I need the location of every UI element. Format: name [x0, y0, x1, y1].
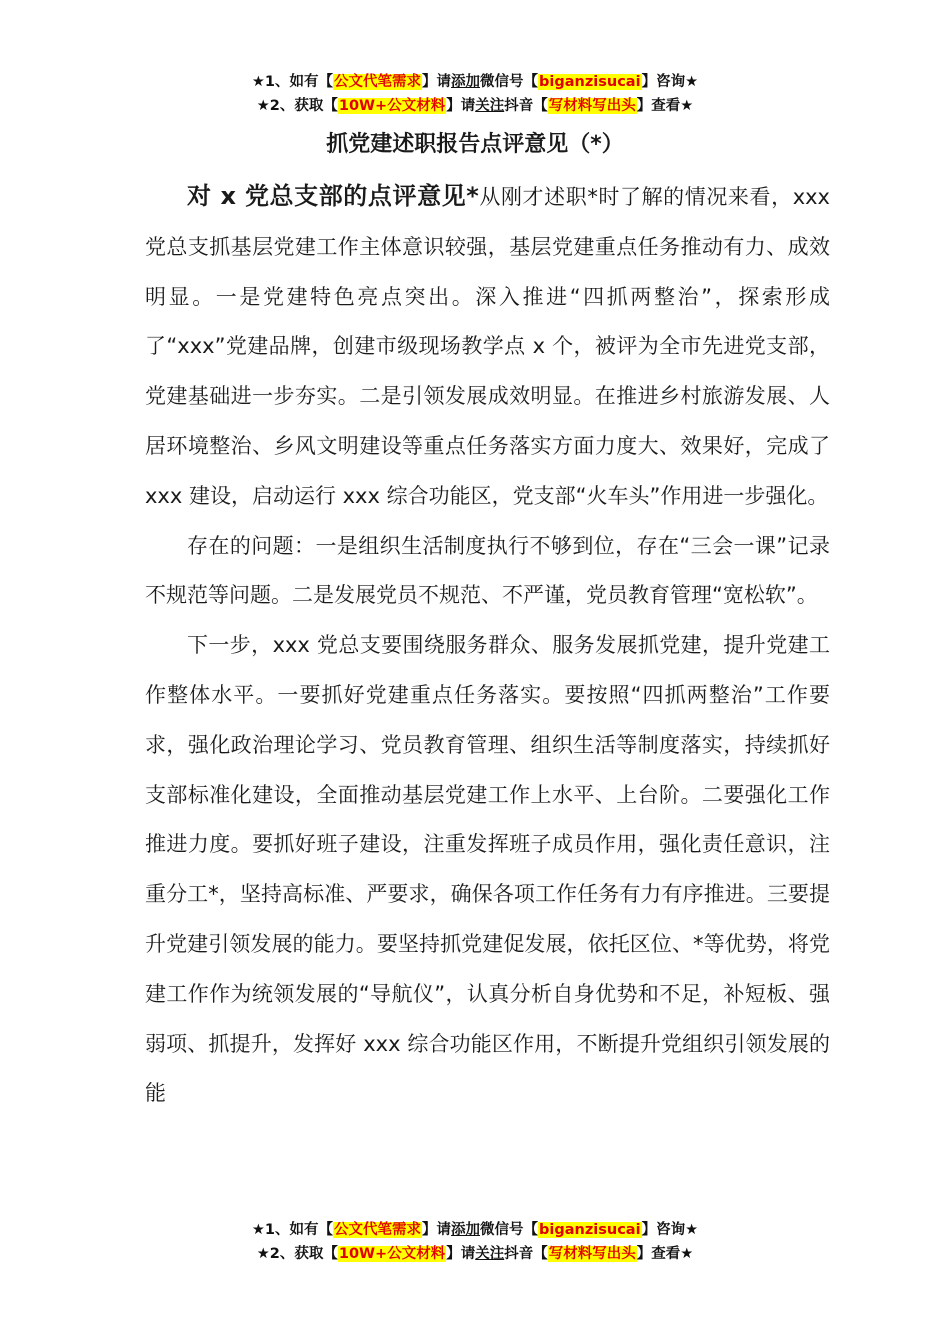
highlight-wechat-id: biganzisucai [539, 74, 641, 90]
highlight-wechat-id: biganzisucai [539, 1222, 641, 1238]
document-body [145, 172, 830, 1119]
header-banner [0, 70, 950, 118]
paragraph-problems: 存在的问题：一是组织生活制度执行不够到位，存在“三会一课”记录不规范等问题。二是发展党员不规范、不严谨，党员教育管理“宽松软”。 [145, 533, 830, 608]
banner-emphasis: 关注 [475, 98, 505, 114]
banner-text: 】咨询★ [641, 1222, 699, 1238]
banner-text: 】请 [446, 1246, 476, 1262]
highlight-materials: 10W+公文材料 [338, 1246, 446, 1262]
banner-text: 】查看★ [636, 98, 694, 114]
banner-line-1 [0, 70, 950, 94]
banner-line-1 [0, 1218, 950, 1242]
banner-text: ★2、获取【 [256, 1246, 338, 1262]
banner-text: 微信号【 [480, 1222, 539, 1238]
banner-emphasis: 添加 [451, 74, 481, 90]
document-title: 抓党建述职报告点评意见（*） [326, 132, 624, 157]
footer-banner [0, 1218, 950, 1266]
highlight-materials: 10W+公文材料 [338, 98, 446, 114]
highlight-service: 公文代笔需求 [334, 74, 422, 90]
banner-text: ★1、如有【 [251, 74, 334, 90]
banner-text: ★2、获取【 [256, 98, 338, 114]
banner-emphasis: 关注 [475, 1246, 505, 1262]
paragraph-summary [145, 172, 830, 522]
lead-heading: 对 x 党总支部的点评意见* [187, 182, 479, 210]
banner-text: 】请 [446, 98, 476, 114]
banner-emphasis: 添加 [451, 1222, 481, 1238]
banner-text: 微信号【 [480, 74, 539, 90]
highlight-douyin-account: 写材料写出头 [548, 98, 636, 114]
paragraph-text: 从刚才述职*时了解的情况来看，xxx 党总支抓基层党建工作主体意识较强，基层党建重点任务推动有力、成效明显。一是党建特色亮点突出。深入推进“四抓两整治”，探索形成了“xxx”党建品牌，创建市级现场教学点 x 个，被评为全市先进党支部，党建基础进一步夯实。二是引领发展成效明显。在推进乡村旅游发展、人居环境整治、乡风文明建设等重点任务落实方面力度大、效果好，完成了 xxx 建设，启动运行 xxx 综合功能区，党支部“火车头”作用进一步强化。 [145, 185, 830, 508]
banner-text: 】请 [422, 1222, 452, 1238]
banner-text: 抖音【 [504, 98, 548, 114]
banner-text: ★1、如有【 [251, 1222, 334, 1238]
banner-text: 】查看★ [636, 1246, 694, 1262]
paragraph-next-steps: 下一步，xxx 党总支要围绕服务群众、服务发展抓党建，提升党建工作整体水平。一要抓好党建重点任务落实。要按照“四抓两整治”工作要求，强化政治理论学习、党员教育管理、组织生活等制度落实，持续抓好支部标准化建设，全面推动基层党建工作上水平、上台阶。二要强化工作推进力度。要抓好班子建设，注重发挥班子成员作用，强化责任意识，注重分工*，坚持高标准、严要求，确保各项工作任务有力有序推进。三要提升党建引领发展的能力。要坚持抓党建促发展，依托区位、*等优势，将党建工作作为统领发展的“导航仪”，认真分析自身优势和不足，补短板、强弱项、抓提升，发挥好 xxx 综合功能区作用，不断提升党组织引领发展的能 [145, 633, 830, 1106]
banner-line-2 [0, 94, 950, 118]
banner-text: 】咨询★ [641, 74, 699, 90]
banner-line-2 [0, 1242, 950, 1266]
highlight-service: 公文代笔需求 [334, 1222, 422, 1238]
highlight-douyin-account: 写材料写出头 [548, 1246, 636, 1262]
banner-text: 抖音【 [504, 1246, 548, 1262]
banner-text: 】请 [422, 74, 452, 90]
